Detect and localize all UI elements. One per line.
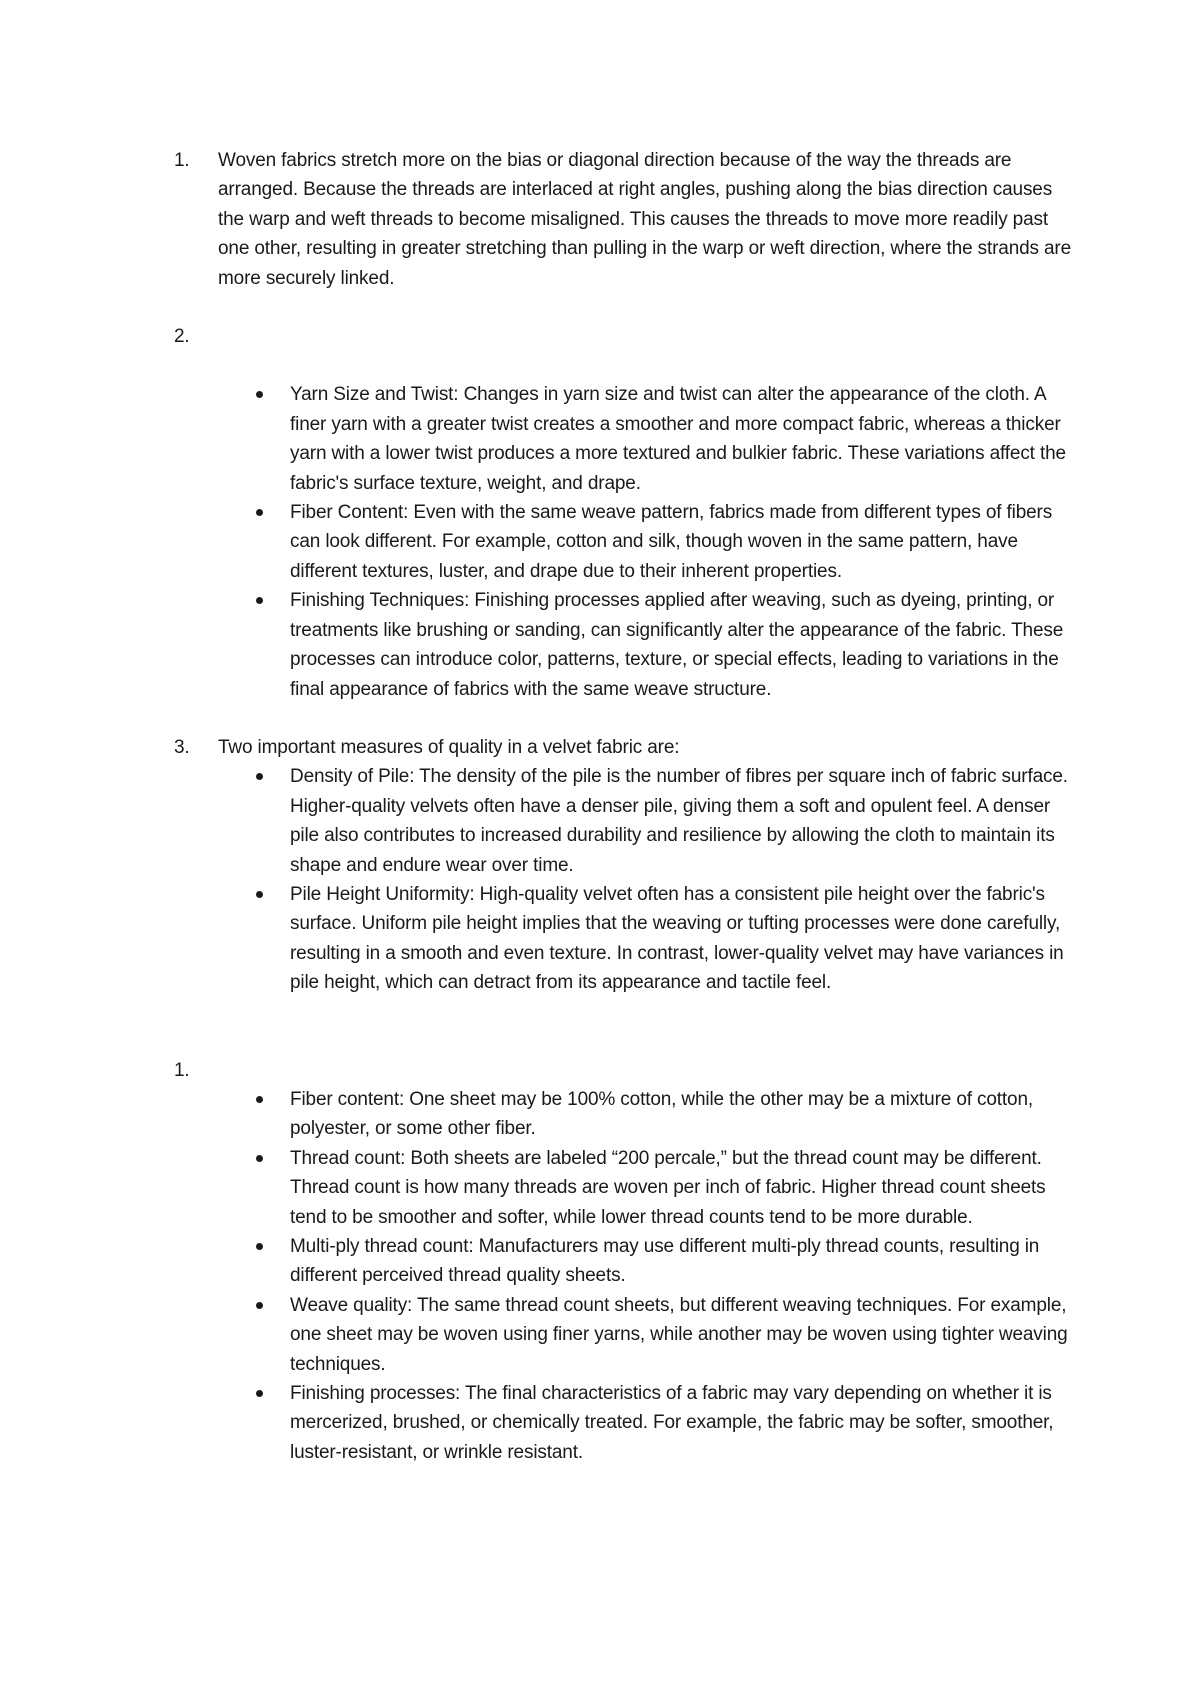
bullet-icon (256, 1390, 263, 1397)
spacer (174, 293, 1074, 322)
bullet-icon (256, 597, 263, 604)
answer-2 (174, 322, 1074, 351)
list-item (174, 380, 1074, 498)
list-item (174, 1379, 1074, 1467)
list-item-text: Pile Height Uniformity: High-quality velvet often has a consistent pile height over the fabric's surface. Uniform pile height implies that the weaving or tufting processes were done carefully, resulting in a smooth and even texture. In contrast, lower-quality velvet may have variances in pile height, which can detract from its appearance and tactile feel. (290, 883, 1064, 994)
answer-3 (174, 733, 1074, 762)
answer-4-number: 1. (174, 1059, 190, 1081)
list-item-text: Fiber content: One sheet may be 100% cotton, while the other may be a mixture of cotton, polyester, or some other fiber. (290, 1088, 1033, 1140)
list-item (174, 1291, 1074, 1379)
answer-4-bullet-list (174, 1085, 1074, 1467)
bullet-icon (256, 1302, 263, 1309)
list-item (174, 586, 1074, 704)
list-item (174, 498, 1074, 586)
list-item (174, 880, 1074, 998)
answer-2-empty-line (218, 322, 1074, 351)
list-item (174, 762, 1074, 880)
list-item-text: Yarn Size and Twist: Changes in yarn size and twist can alter the appearance of the cloth. A finer yarn with a greater twist creates a smoother and more compact fabric, whereas a thicker yarn with a lower twist produces a more textured and bulkier fabric. These variations affect the fabric's surface texture, weight, and drape. (290, 384, 1066, 494)
bullet-icon (256, 509, 263, 516)
list-item (174, 1144, 1074, 1232)
list-item-text: Weave quality: The same thread count sheets, but different weaving techniques. For example, one sheet may be woven using finer yarns, while another may be woven using tighter weaving techniques. (290, 1294, 1068, 1375)
spacer (174, 351, 1074, 380)
answer-2-bullet-list (174, 380, 1074, 703)
document-body (174, 146, 1074, 1467)
bullet-icon (256, 391, 263, 398)
bullet-icon (256, 1155, 263, 1162)
list-item-text: Density of Pile: The density of the pile is the number of fibres per square inch of fabric surface. Higher-quality velvets often have a denser pile, giving them a soft and opulent feel. A denser pile also contributes to increased durability and resilience by allowing the cloth to maintain its shape and endure wear over time. (290, 766, 1068, 876)
answer-4-empty-line (218, 1056, 1074, 1085)
answer-3-number: 3. (174, 736, 190, 758)
list-item-text: Finishing processes: The final characteristics of a fabric may vary depending on whether it is mercerized, brushed, or chemically treated. For example, the fabric may be softer, smoother, luster-resistant, or wrinkle resistant. (290, 1383, 1054, 1463)
bullet-icon (256, 1243, 263, 1250)
bullet-icon (256, 891, 263, 898)
answer-2-number: 2. (174, 326, 190, 348)
answer-3-bullet-list (174, 762, 1074, 997)
spacer (174, 998, 1074, 1056)
list-item-text: Fiber Content: Even with the same weave pattern, fabrics made from different types of fibers can look different. For example, cotton and silk, though woven in the same pattern, have different textures, luster, and drape due to their inherent properties. (290, 502, 1053, 582)
list-item (174, 1232, 1074, 1291)
spacer (174, 704, 1074, 733)
answer-4 (174, 1056, 1074, 1085)
list-item (174, 1085, 1074, 1144)
answer-3-text: Two important measures of quality in a velvet fabric are: (218, 736, 680, 758)
answer-1-number: 1. (174, 150, 190, 171)
answer-1-text: Woven fabrics stretch more on the bias or diagonal direction because of the way the threads are arranged. Because the threads are interlaced at right angles, pushing along the bias direction causes the warp and weft threads to become misaligned. This causes the threads to move more readily past one other, resulting in greater stretching than pulling in the warp or weft direction, where the strands are more securely linked. (218, 150, 1072, 289)
list-item-text: Thread count: Both sheets are labeled “200 percale,” but the thread count may be different. Thread count is how many threads are woven per inch of fabric. Higher thread count sheets tend to be smoother and softer, while lower thread counts tend to be more durable. (290, 1147, 1046, 1228)
answer-1 (174, 146, 1074, 293)
bullet-icon (256, 773, 263, 780)
list-item-text: Multi-ply thread count: Manufacturers may use different multi-ply thread counts, resulting in different perceived thread quality sheets. (290, 1236, 1040, 1287)
list-item-text: Finishing Techniques: Finishing processes applied after weaving, such as dyeing, printing, or treatments like brushing or sanding, can significantly alter the appearance of the fabric. These processes can introduce color, patterns, texture, or special effects, leading to variations in the final appearance of fabrics with the same weave structure. (290, 590, 1064, 700)
bullet-icon (256, 1096, 263, 1103)
